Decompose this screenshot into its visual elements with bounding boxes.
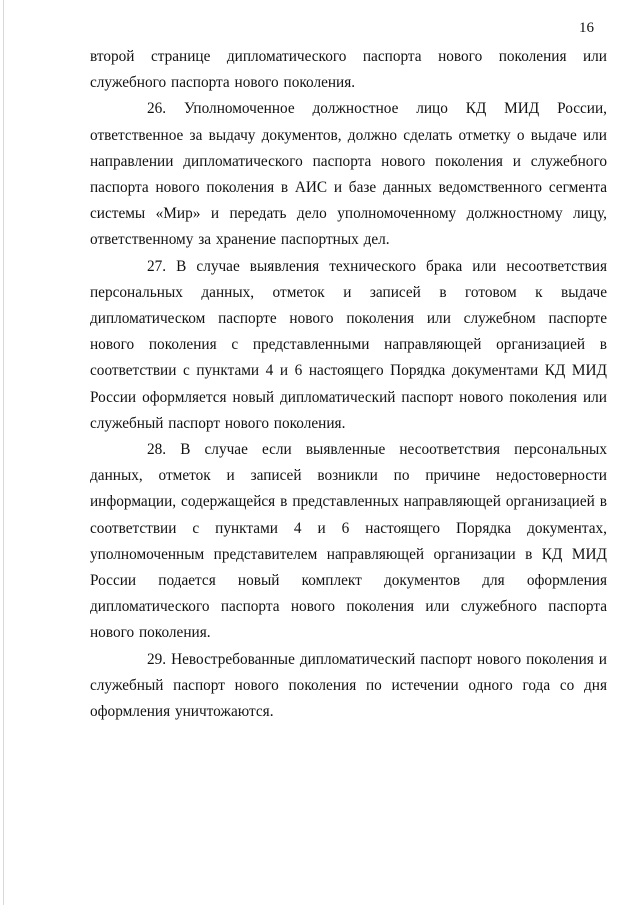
document-body [90, 44, 607, 725]
paragraph-item-28: 28. В случае если выявленные несоответствия персональных данных, отметок и записей возникли по причине недостоверности информации, содержащейся в представленных направляющей организацией в соответствии с пунктами 4 и 6 настоящего Порядка документах, уполномоченным представителем направляющей организации в КД МИД России подается новый комплект документов для оформления дипломатического паспорта нового поколения или служебного паспорта нового поколения. [90, 441, 607, 642]
paragraph-item-26: 26. Уполномоченное должностное лицо КД МИД России, ответственное за выдачу документов, должно сделать отметку о выдаче или направлении дипломатического паспорта нового поколения и служебного паспорта нового поколения в АИС и базе данных ведомственного сегмента системы «Мир» и передать дело уполномоченному должностному лицу, ответственному за хранение паспортных дел. [90, 100, 607, 249]
paragraph-item-29: 29. Невостребованные дипломатический паспорт нового поколения и служебный паспорт нового поколения по истечении одного года со дня оформления уничтожаются. [90, 650, 607, 721]
paragraph-item-27: 27. В случае выявления технического брака или несоответствия персональных данных, отметок и записей в готовом к выдаче дипломатическом паспорте нового поколения или служебном паспорте нового поколения с представленными направляющей организацией в соответствии с пунктами 4 и 6 настоящего Порядка документами КД МИД России оформляется новый дипломатический паспорт нового поколения или служебный паспорт нового поколения. [90, 257, 607, 432]
scan-edge-line [3, 0, 4, 905]
paragraph-continuation: второй странице дипломатического паспорта нового поколения или служебного паспорта нового поколения. [90, 48, 607, 92]
page-number: 16 [579, 20, 594, 36]
